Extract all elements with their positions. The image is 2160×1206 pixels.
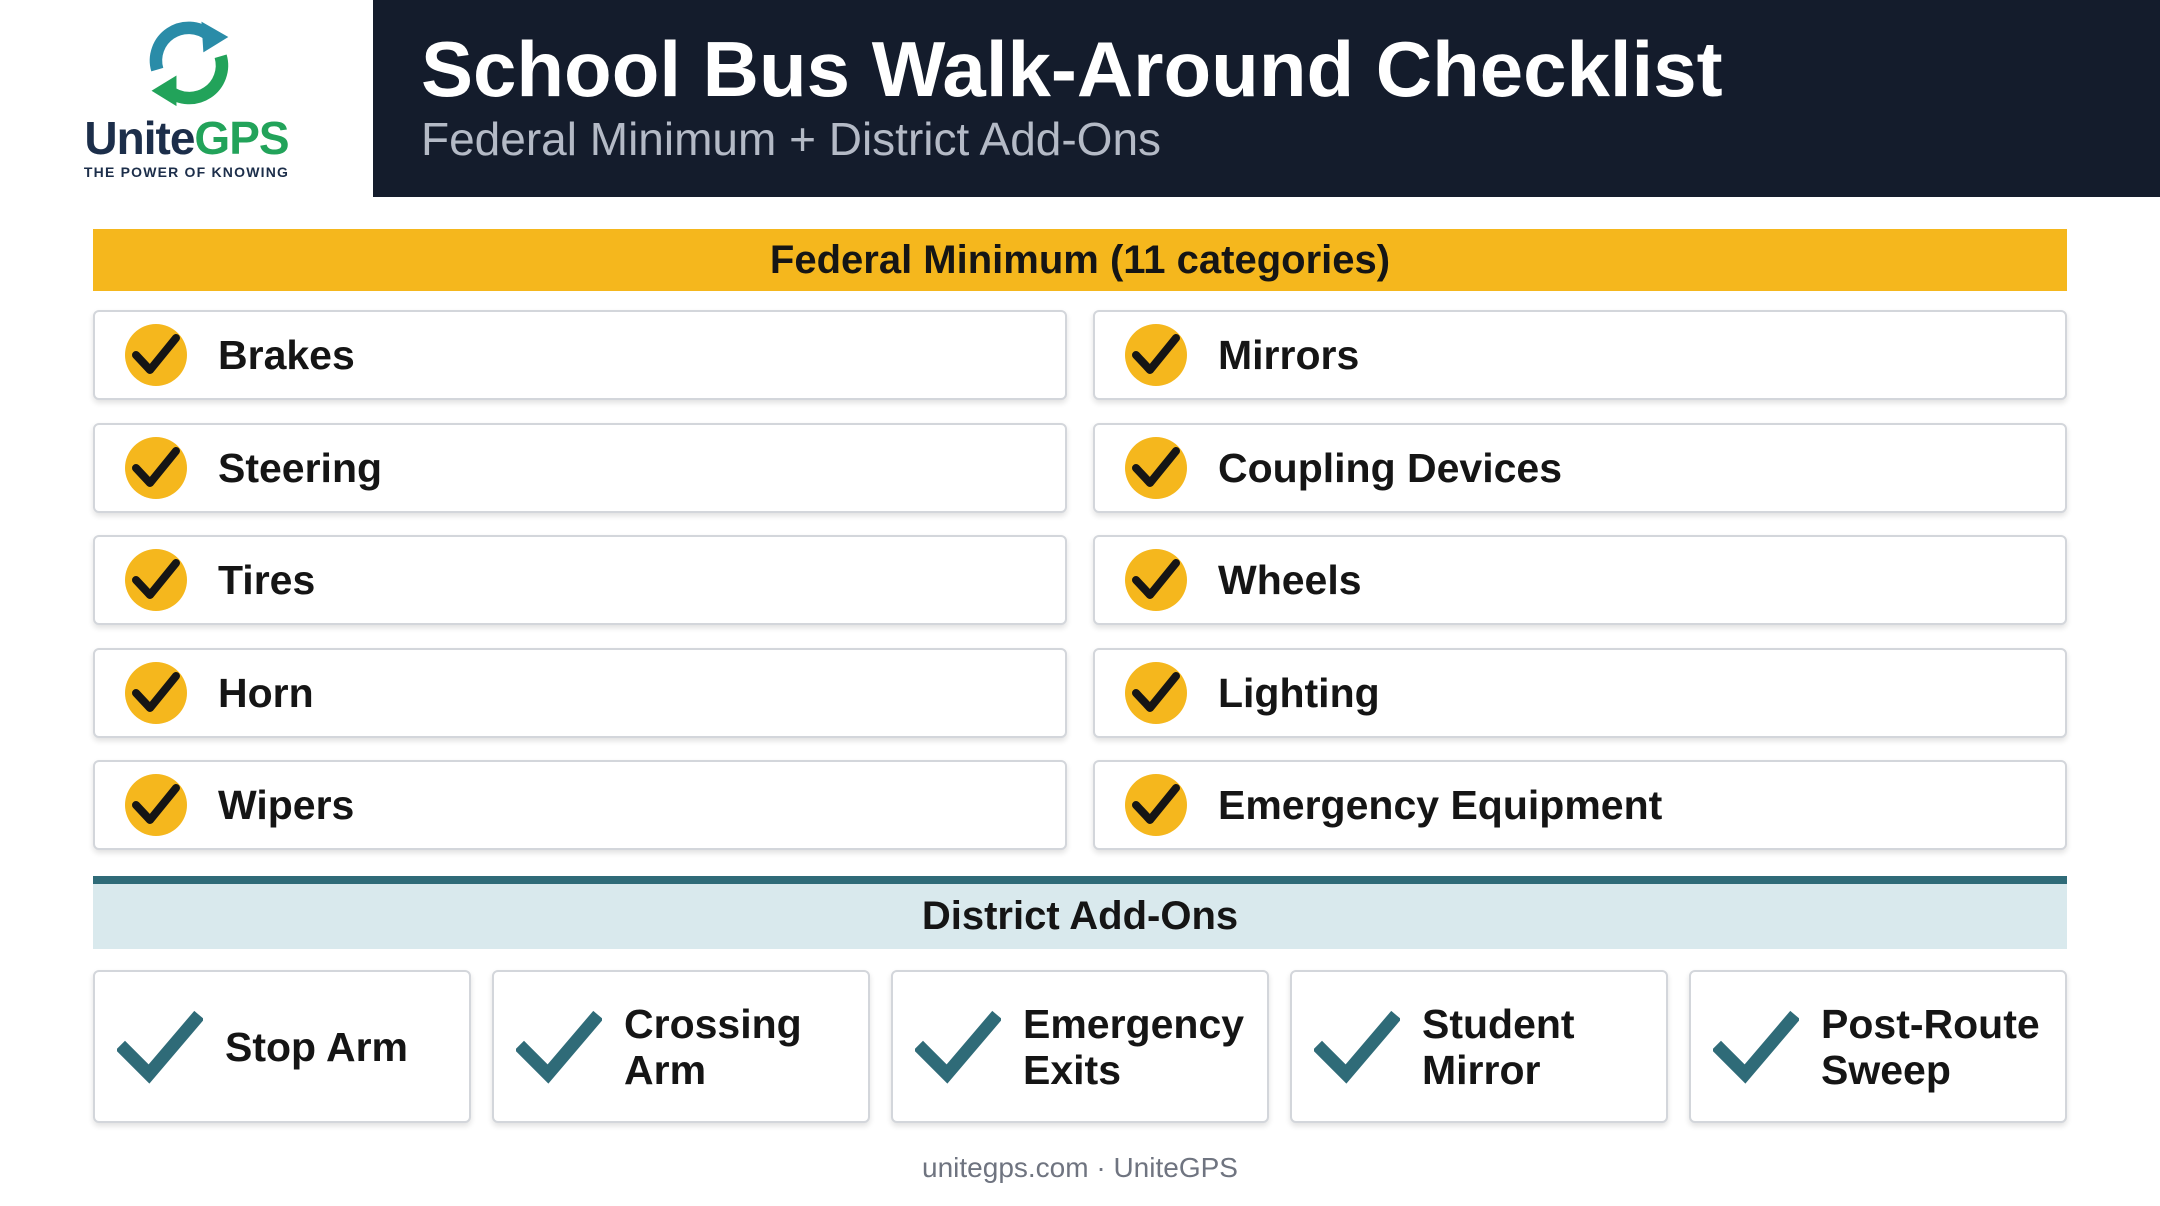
district-heading: District Add-Ons — [93, 884, 2067, 949]
federal-item-label: Coupling Devices — [1218, 444, 1563, 491]
district-item-post-route-sweep — [1689, 970, 2067, 1123]
checkmark-icon — [915, 1010, 1001, 1084]
check-circle-icon — [123, 435, 189, 501]
federal-item-coupling-devices — [1093, 423, 2067, 513]
federal-item-label: Brakes — [218, 331, 355, 378]
federal-item-tires — [93, 535, 1067, 625]
district-item-stop-arm — [93, 970, 471, 1123]
check-circle-icon — [1123, 660, 1189, 726]
federal-item-mirrors — [1093, 310, 2067, 400]
federal-item-label: Steering — [218, 444, 383, 491]
federal-item-label: Wipers — [218, 781, 355, 828]
federal-item-lighting — [1093, 648, 2067, 738]
circular-arrows-icon — [140, 12, 236, 112]
logo-wordmark: UniteGPS — [84, 112, 289, 164]
federal-item-wheels — [1093, 535, 2067, 625]
federal-item-label: Horn — [218, 669, 314, 716]
check-circle-icon — [123, 547, 189, 613]
district-item-label: Stop Arm — [225, 1023, 408, 1070]
checkmark-icon — [516, 1010, 602, 1084]
page-title: School Bus Walk-Around Checklist — [421, 25, 1723, 113]
checkmark-icon — [117, 1010, 203, 1084]
check-circle-icon — [1123, 547, 1189, 613]
federal-heading: Federal Minimum (11 categories) — [93, 229, 2067, 291]
district-item-label: Post-Route Sweep — [1821, 1000, 2040, 1093]
federal-item-label: Emergency Equipment — [1218, 781, 1663, 828]
page-subtitle: Federal Minimum + District Add-Ons — [421, 113, 1162, 165]
check-circle-icon — [123, 772, 189, 838]
federal-item-label: Mirrors — [1218, 331, 1360, 378]
federal-item-steering — [93, 423, 1067, 513]
district-item-crossing-arm — [492, 970, 870, 1123]
federal-item-horn — [93, 648, 1067, 738]
district-item-label: Emergency Exits — [1023, 1000, 1245, 1093]
check-circle-icon — [1123, 435, 1189, 501]
district-item-label: Crossing Arm — [624, 1000, 802, 1093]
district-item-emergency-exits — [891, 970, 1269, 1123]
federal-item-brakes — [93, 310, 1067, 400]
footer-credit: unitegps.com · UniteGPS — [922, 1152, 1238, 1183]
checkmark-icon — [1314, 1010, 1400, 1084]
federal-item-label: Wheels — [1218, 556, 1362, 603]
federal-item-label: Tires — [218, 556, 316, 603]
check-circle-icon — [1123, 322, 1189, 388]
logo-tagline: THE POWER OF KNOWING — [83, 164, 290, 180]
federal-item-label: Lighting — [1218, 669, 1380, 716]
header — [0, 0, 2160, 197]
district-item-label: Student Mirror — [1422, 1000, 1575, 1093]
section-divider — [93, 876, 2067, 884]
check-circle-icon — [1123, 772, 1189, 838]
check-circle-icon — [123, 660, 189, 726]
federal-item-emergency-equipment — [1093, 760, 2067, 850]
checkmark-icon — [1713, 1010, 1799, 1084]
title-banner — [373, 0, 2160, 197]
logo — [0, 0, 373, 197]
district-item-student-mirror — [1290, 970, 1668, 1123]
federal-item-wipers — [93, 760, 1067, 850]
check-circle-icon — [123, 322, 189, 388]
